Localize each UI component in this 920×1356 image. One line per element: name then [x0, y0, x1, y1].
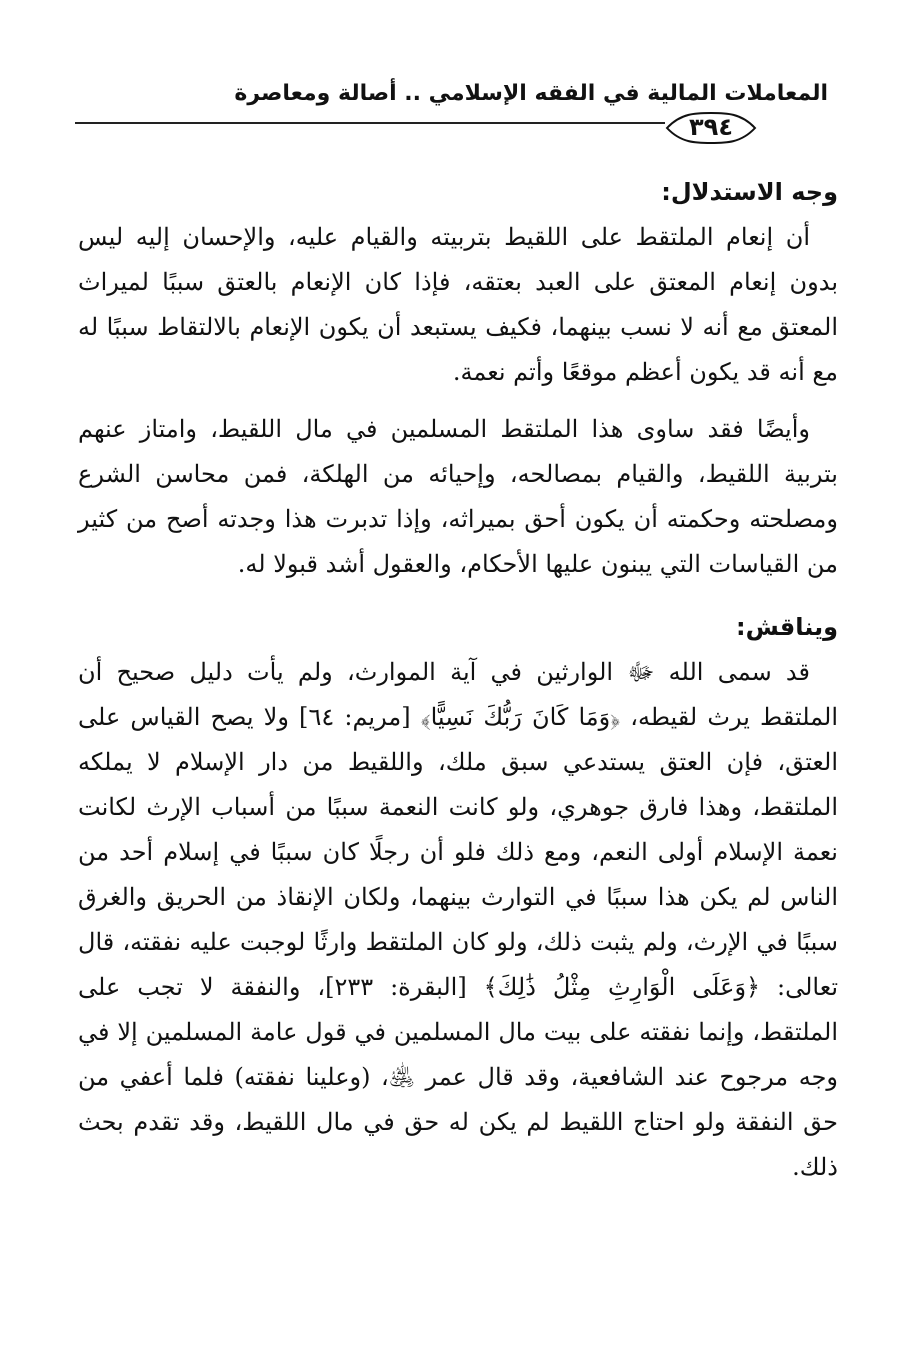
evidence-paragraph-2: وأيضًا فقد ساوى هذا الملتقط المسلمين في مال اللقيط، وامتاز عنهم بتربية اللقيط، والقيام بمصالحه، وإحيائه من الهلكة، فمن محاسن الشرع ومصلحته وحكمته أن يكون أحق بميراثه، وإذا تدبرت هذا وجدته أصح من كثير من القياسات التي يبنون عليها الأحكام، والعقول أشد قبولا له. [78, 415, 838, 578]
header-divider [75, 122, 665, 124]
discussion-section [78, 605, 838, 1190]
discussion-paragraph: قد سمى الله ﷻ الوارثين في آية الموارث، ولم يأت دليل صحيح أن الملتقط يرث لقيطه، ﴿وَمَا كَانَ رَبُّكَ نَسِيًّا﴾ [مريم: ٦٤] ولا يصح القياس على العتق، فإن العتق يستدعي سبق ملك، واللقيط من دار الإسلام لا يملكه الملتقط، وهذا فارق جوهري، ولو كانت النعمة سببًا من أسباب الإرث لكانت نعمة الإسلام أولى النعم، ومع ذلك فلو أن رجلًا كان سببًا في إسلام أحد من الناس لم يكن هذا سببًا في التوارث بينهما، ولكان الإنقاذ من الحريق والغرق سببًا في الإرث، ولم يثبت ذلك، ولو كان الملتقط وارثًا لوجبت عليه نفقته، قال تعالى: ﴿وَعَلَى الْوَارِثِ مِثْلُ ذَٰلِكَ﴾ [البقرة: ٢٣٣]، والنفقة لا تجب على الملتقط، وإنما نفقته على بيت مال المسلمين في قول عامة المسلمين إلا في وجه مرجوح عند الشافعية، وقد قال عمر ﵁، (وعلينا نفقته) فلما أعفي من حق النفقة ولو احتاج اللقيط لم يكن له حق في مال اللقيط، وقد تقدم بحث ذلك. [78, 658, 839, 1181]
section-spacing [78, 587, 838, 605]
page-body [78, 170, 838, 1190]
running-header-title: المعاملات المالية في الفقه الإسلامي .. أصالة ومعاصرة [234, 81, 828, 106]
evidence-heading: وجه الاستدلال: [661, 178, 838, 206]
page-number: ٣٩٤ [689, 113, 733, 141]
page-number-badge [665, 110, 757, 146]
evidence-paragraph-1: أن إنعام الملتقط على اللقيط بتربيته والقيام عليه، والإحسان إليه ليس بدون إنعام المعتق على العبد بعتقه، فإذا كان الإنعام بالعتق سببًا لميراث المعتق مع أنه لا نسب بينهما، فكيف يستبعد أن يكون الإنعام بالالتقاط سببًا له مع أنه قد يكون أعظم موقعًا وأتم نعمة. [78, 223, 838, 386]
paragraph-spacing [78, 395, 838, 407]
discussion-heading: ويناقش: [736, 613, 838, 641]
evidence-section [78, 170, 838, 587]
